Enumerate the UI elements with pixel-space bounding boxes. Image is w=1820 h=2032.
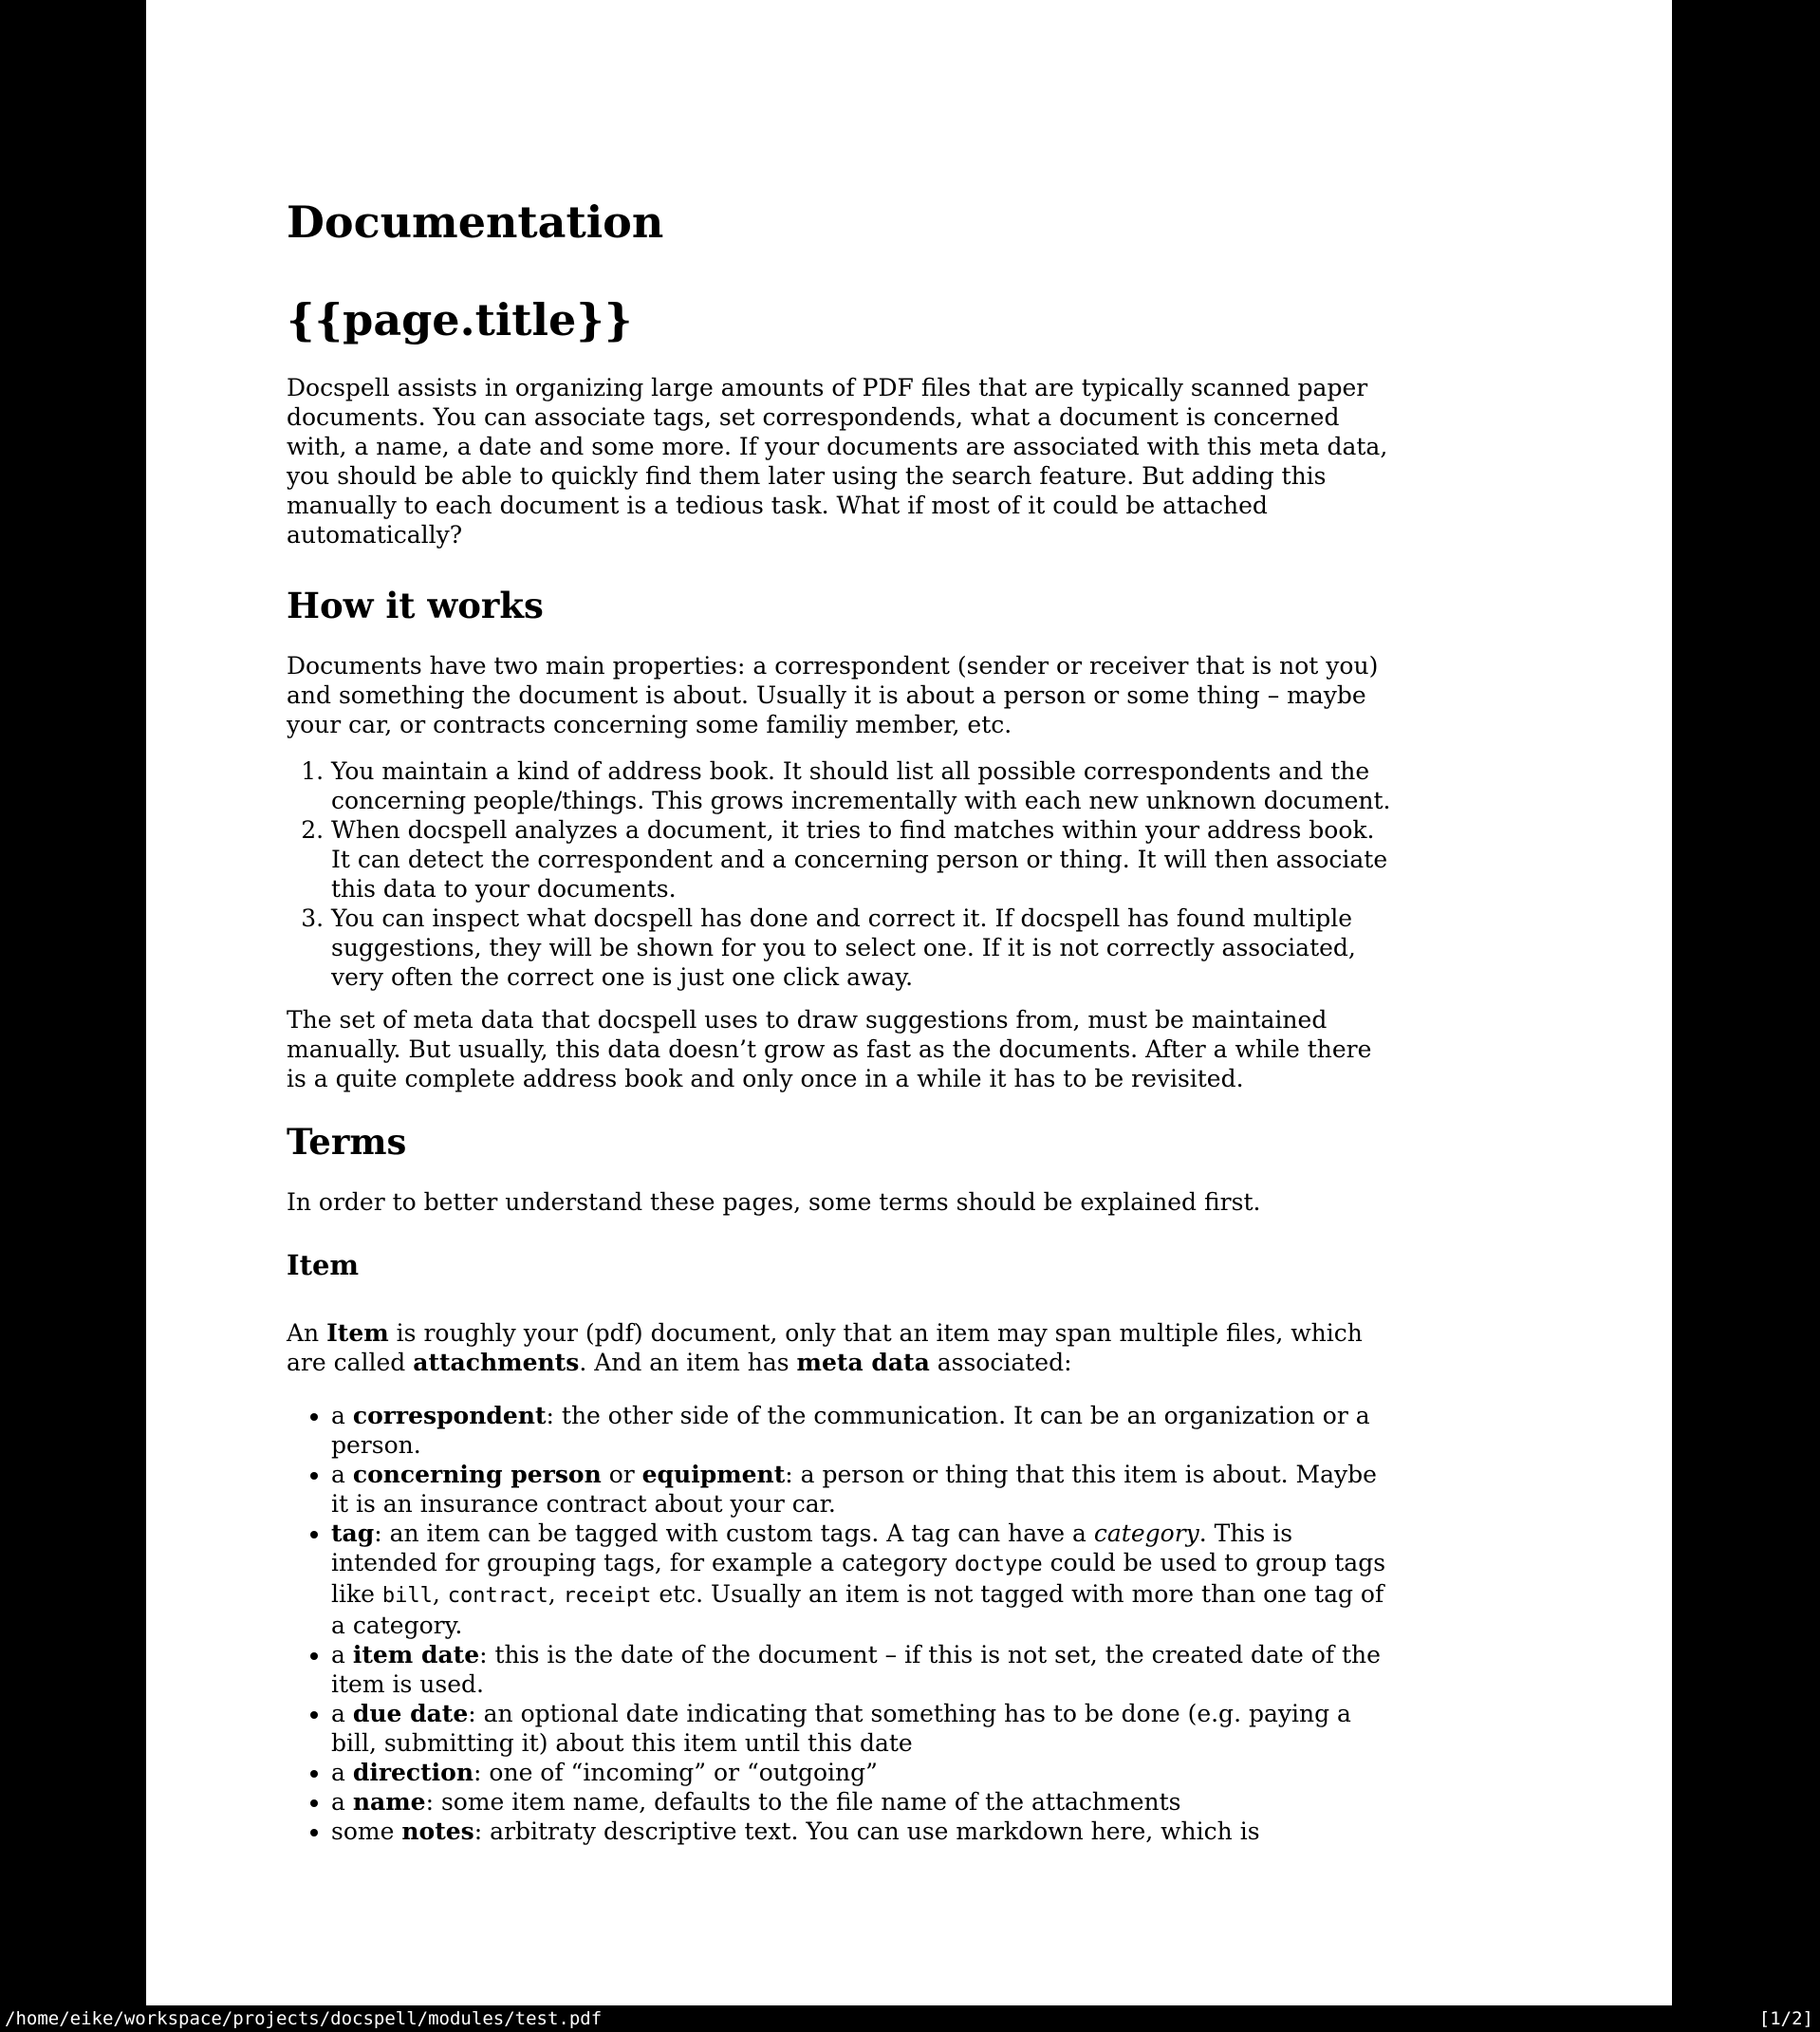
how-it-works-intro-paragraph: Documents have two main properties: a correspondent (sender or receiver that is not you) and something the document is about. Usually it is about a person or some thing – maybe your car, or contracts concerning some familiy member, etc. [287, 652, 1379, 738]
item-heading: Item [287, 1249, 360, 1281]
file-path: /home/eike/workspace/projects/docspell/modules/test.pdf [5, 2008, 603, 2029]
page-title-heading: {{page.title}} [287, 294, 633, 345]
list-item: 3. You can inspect what docspell has done and correct it. If docspell has found multiple suggestions, they will be shown for you to select one. If it is not correctly associated, very often the correct one is just one click away. [331, 904, 1397, 992]
page-indicator: [1/2] [1758, 2008, 1813, 2029]
terms-heading: Terms [287, 1121, 407, 1163]
pdf-page [146, 0, 1672, 2005]
how-it-works-steps-list [287, 756, 1397, 992]
list-item: 1. You maintain a kind of address book. It should list all possible correspondents and the concerning people/things. This grows incrementally with each new unknown document. [331, 756, 1397, 815]
list-item: • some notes: arbitraty descriptive text. You can use markdown here, which is [331, 1817, 1397, 1846]
list-item: • tag: an item can be tagged with custom tags. A tag can have a category. This is intended for grouping tags, for example a category doctype could be used to group tags like bill, contract, receipt etc. Usually an item is not tagged with more than one tag of a category. [331, 1519, 1397, 1640]
site-heading: Documentation [287, 196, 664, 248]
item-intro-paragraph: An Item is roughly your (pdf) document, only that an item may span multiple files, which are called attachments. And an item has meta data associated: [287, 1319, 1363, 1376]
list-item: • a concerning person or equipment: a person or thing that this item is about. Maybe it is an insurance contract about your car. [331, 1460, 1397, 1519]
list-item: • a name: some item name, defaults to the file name of the attachments [331, 1787, 1397, 1817]
how-it-works-heading: How it works [287, 585, 544, 626]
status-bar [0, 2005, 1820, 2032]
list-item: • a direction: one of “incoming” or “outgoing” [331, 1758, 1397, 1787]
item-meta-list [287, 1401, 1397, 1846]
list-item: • a correspondent: the other side of the communication. It can be an organization or a person. [331, 1401, 1397, 1460]
terms-intro-paragraph: In order to better understand these pages, some terms should be explained first. [287, 1188, 1261, 1216]
list-item: • a item date: this is the date of the document – if this is not set, the created date of the item is used. [331, 1640, 1397, 1699]
intro-paragraph: Docspell assists in organizing large amounts of PDF files that are typically scanned paper documents. You can associate tags, set correspondends, what a document is concerned with, a name, a date and some more. If your documents are associated with this meta data, you should be able to quickly find them later using the search feature. But adding this manually to each document is a tedious task. What if most of it could be attached automatically? [287, 374, 1388, 549]
list-item: • a due date: an optional date indicating that something has to be done (e.g. paying a bill, submitting it) about this item until this date [331, 1699, 1397, 1758]
how-it-works-outro-paragraph: The set of meta data that docspell uses to draw suggestions from, must be maintained manually. But usually, this data doesn’t grow as fast as the documents. After a while there is a quite complete address book and only once in a while it has to be revisited. [287, 1006, 1372, 1092]
list-item: 2. When docspell analyzes a document, it tries to find matches within your address book. It can detect the correspondent and a concerning person or thing. It will then associate this data to your documents. [331, 815, 1397, 904]
